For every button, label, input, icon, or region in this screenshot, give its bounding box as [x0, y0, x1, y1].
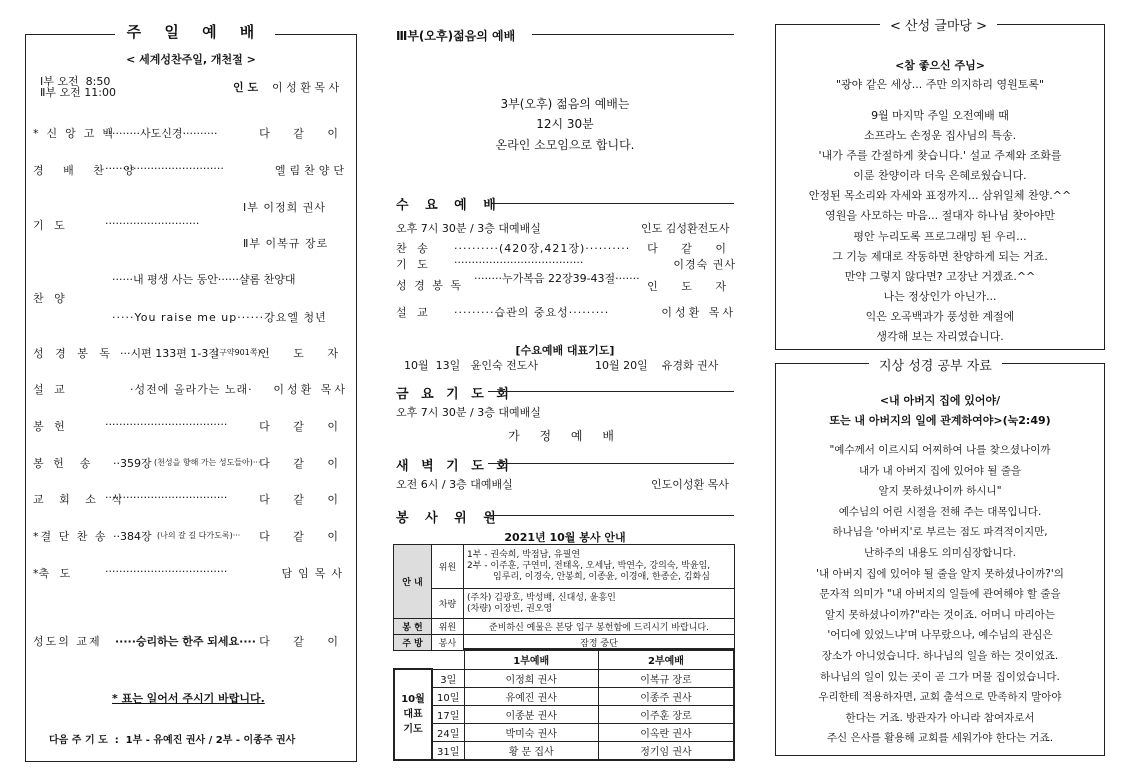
- order-row: *결 단 찬 송 ··384장 (나의 갈 길 다가도록)··· 다 같 이: [33, 530, 348, 543]
- wednesday-title: 수 요 예 배: [396, 198, 502, 213]
- order-row: 교 회 소 식 ··································· 다 같 이: [33, 491, 348, 506]
- col-1-header: 1부예배: [464, 649, 598, 669]
- divider: [532, 34, 734, 35]
- leader-label: 인 도: [233, 81, 259, 94]
- order-row: 봉 헌 송 ··359장 (천성을 향해 가는 성도들아)··· 다 같 이: [33, 457, 348, 470]
- service-time-2: Ⅱ부 오전 11:00: [40, 86, 116, 99]
- wiwon-cell: 위원: [432, 545, 464, 589]
- poem-sub: "광야 같은 세상... 주만 의지하리 영원토록": [835, 78, 1045, 91]
- date-cell: 10일: [432, 687, 464, 705]
- stand-note: * 표는 일어서 주시기 바랍니다.: [112, 692, 265, 705]
- wed-rep-title: [수요예배 대표기도]: [515, 344, 615, 357]
- order-row: 성 경 봉 독 ···시편 133편 1-3절 (구약901쪽)··· 인 도 자: [33, 347, 348, 360]
- order-row: 성도의 교제 ·····승리하는 한주 되세요···· 다 같 이: [33, 635, 348, 648]
- prayer-cell: 이옥란 권사: [598, 723, 734, 741]
- col-2-header: 2부예배: [598, 649, 734, 669]
- bongheon-cell: 봉 헌: [394, 619, 432, 635]
- study-lines: "예수께서 이르시되 어찌하여 나를 찾으셨나이까 내가 내 아버지 집에 있어야 될 줄을 알지 못하셨나이까 하시니" 예수님의 어린 시절을 전해 주는 대목입니다. 하나님을 '아버지'로 부르는 점도 파격적이지만, 난하주의 내용도 의미심장합니다. '내 아버지 집에 있어야 될 줄을 알지 못하셨나이까?'의 문자적 의미가 "내 아버지의 일들에 관여해야 할 줄을 알지 못하셨나이까?"라는 것이죠. 어머니 마리아는 '어디에 있었느냐'며 나무랐으나, 예수님의 관심은 장소가 아니었습니다. 하나님의 일을 하는 것이었죠. 하나님의 일이 있는 곳이 곧 그가 머물 집이었습니다. 우리한테 적용하자면, 교회 출석으로 만족하지 말아야 한다는 거죠. 방관자가 아니라 참여자로서 주신 은사를 활용해 교회를 세워가야 한다는 거죠.: [816, 444, 1064, 745]
- leader-name: 이 성 환 목 사: [272, 81, 340, 94]
- bongheon-sub: 위원: [432, 619, 464, 635]
- dawn-time: 오전 6시 / 3층 대예배실: [396, 478, 513, 491]
- order-row: 봉 헌 ··································· 다 같 이: [33, 418, 348, 433]
- study-title-2: 또는 내 아버지의 일에 관계하여야>(눅2:49): [829, 414, 1051, 427]
- prayer-cell: 이주훈 장로: [598, 705, 734, 723]
- prayer-cell: 이정희 권사: [464, 669, 598, 687]
- poem-lines: 9월 마지막 주일 오전예배 때 소프라노 손정운 집사님의 특송. '내가 주를 간절하게 찾습니다.' 설교 주제와 조화를 이룬 찬양이라 더욱 은혜로웠습니다. 안정된 목소리와 자세와 표정까지... 삼위일체 찬양.^^ 영원을 사모하는 마음... 절대자 하나님 찾아야만 평안 누리도록 프로그래밍 된 우리... 그 기능 제대로 작동하면 찬양하게 되는 거죠. 만약 그렇지 않다면? 고장난 거겠죠.^^ 나는 정상인가 아닌가... 익은 오곡백과가 풍성한 계절에 생각해 보는 자리였습니다.: [808, 109, 1072, 344]
- rep-label: 10월 대표 기도: [394, 669, 432, 760]
- wed-row: 기 도 ····································· 이경숙 권사: [396, 256, 736, 271]
- order-row: 찬 양: [33, 292, 65, 305]
- third-line-1: 3부(오후) 젊음의 예배는: [500, 97, 630, 111]
- prayer-cell: 이복규 장로: [598, 669, 734, 687]
- next-week-prayer: 다음 주 기 도 : 1부 - 유예진 권사 / 2부 - 이종주 권사: [49, 735, 296, 746]
- third-line-3: 온라인 소모임으로 합니다.: [495, 138, 635, 152]
- wednesday-leader: 인도 김성환전도사: [641, 222, 730, 235]
- date-cell: 17일: [432, 705, 464, 723]
- order-row: 경 배 찬 양 ·································· 엘림찬양단: [33, 162, 348, 177]
- wed-rep-1: 10월 13일 윤인숙 전도사: [404, 359, 538, 372]
- divider: [488, 463, 734, 464]
- jubang-cell: 주 방: [394, 635, 432, 651]
- prayer-cell: 박미숙 권사: [464, 723, 598, 741]
- divider: [488, 391, 734, 392]
- sunday-subtitle: < 세계성찬주일, 개천절 >: [126, 53, 256, 66]
- prayer-cell: 황 문 집사: [464, 741, 598, 760]
- annae-cell: 안 내: [394, 545, 432, 619]
- friday-time: 오후 7시 30분 / 3층 대예배실: [396, 406, 541, 419]
- jubang-value: 잠정 중단: [464, 635, 735, 651]
- sunday-worship-box: [25, 34, 357, 762]
- study-title-1: <내 아버지 집에 있어야/: [879, 394, 1001, 407]
- order-row: 기 도 ···························: [33, 217, 200, 232]
- chayang-values: (주차) 김광호, 박성배, 신대성, 윤흥인 (차량) 이장빈, 권오영: [464, 589, 735, 619]
- serve-table-title: 2021년 10월 봉사 안내: [504, 531, 626, 544]
- wed-row: 성 경 봉 독 ········누가복음 22장39-43절······· 인 도 자: [396, 272, 736, 293]
- service-time-1: Ⅰ부 오전 8:50: [40, 75, 111, 88]
- divider: [492, 203, 734, 204]
- serve-title: 봉 사 위 원: [396, 511, 502, 526]
- prayer-cell: 이종분 권사: [464, 705, 598, 723]
- special-song-2: ·····You raise me up······강요엘 청년: [112, 311, 327, 324]
- friday-note: 가 정 예 배: [508, 429, 622, 443]
- poem-box-title: < 산성 글마당 >: [880, 15, 997, 34]
- wednesday-time: 오후 7시 30분 / 3층 대예배실: [396, 222, 541, 235]
- wed-row: 찬 송 ··········(420장,421장)·········· 다 같 이: [396, 242, 736, 255]
- third-service-title: Ⅲ부(오후)젊음의 예배: [396, 29, 516, 43]
- prayer-1: Ⅰ부 이정희 권사: [243, 201, 326, 214]
- wed-row: 설 교 ·········습관의 중요성········· 이성환 목사: [396, 306, 736, 319]
- date-cell: 3일: [432, 669, 464, 687]
- prayer-cell: 이종주 권사: [598, 687, 734, 705]
- dawn-title: 새 벽 기 도 회: [396, 459, 513, 474]
- order-row: *신앙고백 ··········사도신경·········· 다 같 이: [33, 127, 348, 140]
- prayer-2: Ⅱ부 이복규 장로: [243, 237, 329, 250]
- date-cell: 31일: [432, 741, 464, 760]
- prayer-table: [393, 648, 735, 761]
- study-box-title: 지상 성경 공부 자료: [869, 355, 1002, 374]
- wiwon-values: 1부 - 권숙희, 박점남, 유필연 2부 - 이주훈, 구연미, 전태옥, 오세남, 박연수, 강의숙, 박윤임, 임루리, 이경숙, 안봉희, 이종윤, 이경애, 한종순, 김화심: [464, 545, 735, 589]
- sunday-worship-title: 주 일 예 배: [115, 21, 275, 42]
- jubang-sub: 봉사: [432, 635, 464, 651]
- friday-title: 금 요 기 도 회: [396, 387, 513, 402]
- order-row: 설 교 ·성전에 올라가는 노래· 이성환 목사: [33, 383, 348, 396]
- special-song-1: ······내 평생 사는 동안······샬롬 찬양대: [112, 273, 296, 286]
- prayer-cell: 정기임 권사: [598, 741, 734, 760]
- wed-rep-2: 10월 20일 유경화 권사: [595, 359, 719, 372]
- divider: [488, 515, 734, 516]
- order-row: *축 도 ··································· 담임목사: [33, 565, 348, 580]
- poem-title: <참 좋으신 주님>: [895, 59, 985, 72]
- chayang-cell: 차량: [432, 589, 464, 619]
- prayer-cell: 유예진 권사: [464, 687, 598, 705]
- bongheon-value: 준비하신 예물은 본당 입구 봉헌함에 드리시기 바랍니다.: [464, 619, 735, 635]
- third-line-2: 12시 30분: [536, 117, 594, 131]
- date-cell: 24일: [432, 723, 464, 741]
- dawn-leader: 인도이성환 목사: [651, 478, 729, 491]
- serve-table: [393, 544, 735, 651]
